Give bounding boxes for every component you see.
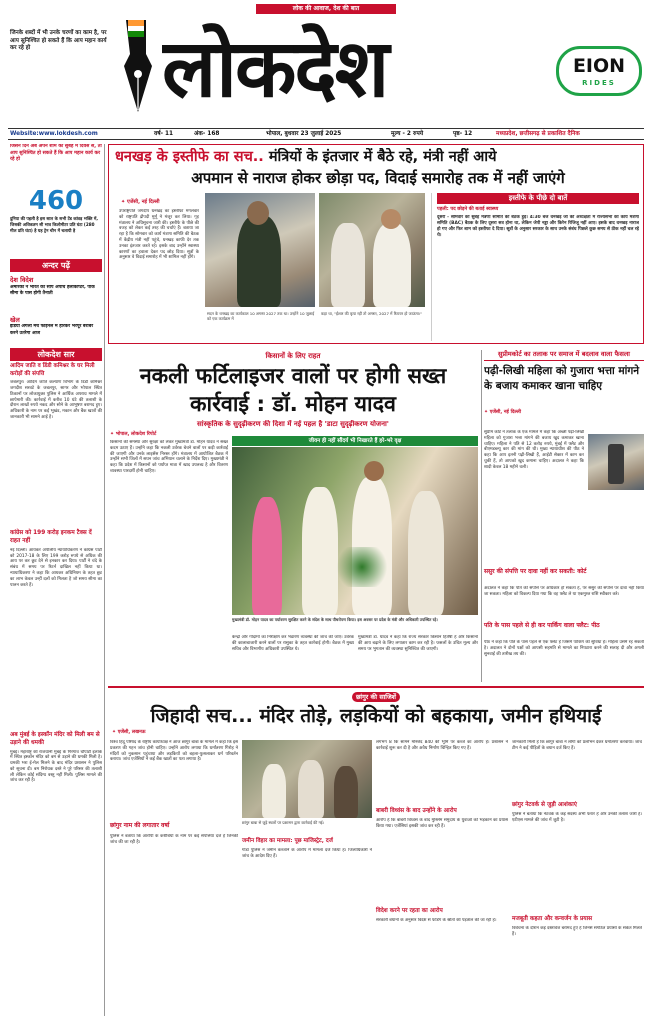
- lead-caption-2: कहा था, "ईश्वर की कृपा रही तो अगस्त, 2027 में रिटायर हो जाऊंगा।": [321, 311, 423, 316]
- right-byline: ✦ एजेंसी, नई दिल्ली: [484, 410, 522, 416]
- lead-kicker: धनखड़ के इस्तीफे का सच..: [115, 149, 264, 165]
- masthead-title: लोकदेश: [162, 21, 388, 115]
- khel-heading: खेल: [10, 315, 20, 324]
- right-divider: [481, 350, 482, 682]
- eion-sub: RIDES: [582, 79, 616, 87]
- masthead: [0, 0, 650, 128]
- bottom-photo: [242, 740, 372, 818]
- mid-dateline: ✦ भोपाल, लोकदेश रिपोर्ट: [110, 432, 157, 437]
- dateline-label: भोपाल, बुधवार 23 जुलाई 2025: [266, 131, 342, 137]
- tagline-banner: लोक की आवाज, देश की बात: [256, 4, 396, 14]
- pen-logo-icon: [118, 14, 158, 114]
- iskcon-text: मुंबई। महाराष्ट्र की राजधानी मुंबई के गिरगांव चौपाटी इलाके में स्थित इस्कॉन मंदिर को बम से उड़ाने की धमकी मिली है। धमकी भरा ई-मेल मिलने के बाद मंदिर प्रशासन ने पुलिस को सूचना दी। बम निरोधक दस्ते ने पूरे परिसर की तलाशी ली लेकिन कोई संदिग्ध वस्तु नहीं मिली। पुलिस मामले की जांच कर रही है।: [10, 749, 102, 784]
- brief-quote: जिसने दिन अब अपने शाम को सुबह में दिवस से, तो आप सुनिश्चित हो सकते हैं कि आप महान कार्य कर रहे हो: [10, 144, 102, 163]
- lead-line1: मंत्रियों के इंतजार में बैठे रहे, मंत्री नहीं आये: [268, 149, 497, 165]
- pages-label: पृष्ठ- 12: [453, 131, 473, 137]
- lead-byline: ✦ एजेंसी, नई दिल्ली: [121, 199, 160, 205]
- sidebar-heading: इस्तीफे के पीछे दो बातें: [437, 193, 639, 204]
- eion-ad[interactable]: [556, 46, 642, 96]
- bottom-kicker: [326, 692, 426, 702]
- bottom-col1-body: पुलिस ने बताया कि आरोपी के करीबियों के नाम पर कई संपत्तियां दर्ज हैं जिनकी जांच की जा रही है।: [110, 834, 238, 845]
- lead-sidebar: [431, 193, 639, 341]
- bottom-byline: ✦ एजेंसी, लखनऊ: [112, 730, 146, 735]
- bottom-col3: लगभग 8 कि सामने मस्जिद 840 की भूमि पर कब्जे का आरोप है। प्रशासन ने कार्रवाई शुरू कर दी है और अवैध निर्माण चिन्हित किए गए हैं।: [376, 740, 508, 751]
- lead-story: [108, 144, 644, 344]
- bottom-col4-body2: विवेचना के दौरान कई दस्तावेज बरामद हुए हैं जिनसे संगठित प्रयासों के संकेत मिलते हैं।: [512, 926, 642, 937]
- right-story: [484, 350, 644, 682]
- mid-body-3: केन्द्रों और गोदामों का निरीक्षण कर भंडारण व्यवस्था की जांच की जाए। उर्वरक की कालाबाजारी करने वालों पर रासुका के तहत कार्रवाई होगी। बैठक में मुख्य सचिव और विभागीय अधिकारी उपस्थित थे।: [232, 635, 354, 652]
- left-divider: [104, 144, 105, 1016]
- eion-brand: EION: [572, 55, 626, 77]
- mid-photo: [232, 447, 478, 615]
- bottom-col1: विश्व हिंदू परिषद के राष्ट्रीय कार्याध्यक्ष ने आज छांगुर बाबा के मामले में कहा कि इस प्रकरण की गहन जांच होनी चाहिए। उन्होंने आरोप लगाया कि धर्मांतरण गिरोह ने मंदिरों को नुकसान पहुंचाया और लड़कियों को बहला-फुसलाकर धर्म परिवर्तन कराया। जांच एजेंसियों ने कई बैंक खातों का पता लगाया है।: [110, 740, 238, 763]
- masthead-quote: जिनके शब्दों में भी उनके चरणों का काम है, पर आप सुनिश्चित हो सकते हैं कि आप महान कार्य कर रहे हो: [10, 30, 107, 52]
- big-number: 460: [28, 186, 84, 216]
- right-body: सुप्रीम कोर्ट ने तलाक के एक मामले में कहा कि अच्छी पढ़ी-लिखी महिला को गुजारा भत्ता मांगने की बजाय खुद कमाकर खाना चाहिए। महिला ने पति से 12 करोड़ रुपये, मुंबई में फ्लैट और बीएमडब्ल्यू कार की मांग की थी। मुख्य न्यायाधीश की पीठ ने कहा कि आप इतनी पढ़ी-लिखी हैं, आईटी सेक्टर में काम कर चुकी हैं, तो आपको खुद कमाना चाहिए। अदालत ने कहा कि शादी केवल 18 महीने चली।: [484, 430, 584, 470]
- mid-body-1: किसानों की समस्या और सुरक्षा को लेकर मुख्यमंत्री डॉ. मोहन यादव ने सख्त कदम उठाए हैं। उन्होंने कहा कि नकली उर्वरक बेचने वालों पर कड़ी कार्रवाई की जाएगी और उनके लाइसेंस निरस्त होंगे। मंत्रालय में आयोजित बैठक में उन्होंने सभी जिलों में सघन जांच अभियान चलाने के निर्देश दिए। मुख्यमंत्री ने कहा कि प्रदेश में किसानों को पर्याप्त मात्रा में खाद उपलब्ध है और वितरण व्यवस्था पारदर्शी होनी चाहिए।: [110, 440, 228, 474]
- iskcon-headline: अब मुंबई के इस्कॉन मंदिर को मिली बम से उड़ाने की धमकी: [10, 731, 100, 746]
- right-top: सुप्रीमकोर्ट का तलाक पर समाज में बदलाव वाला फैसला: [484, 350, 644, 361]
- lokdesh-saar: लोकदेश सार: [10, 348, 102, 361]
- mid-story: [108, 350, 478, 682]
- bottom-col3-body2: सरकारी बयानों के अनुसार विदेश से फंडिंग के स्रोतों की पड़ताल की जा रही है।: [376, 918, 497, 923]
- year-label: वर्ष- 11: [154, 131, 174, 137]
- bottom-photo-caption: छांगुर बाबा से जुड़े स्थलों पर प्रशासन द्वारा कार्रवाई की गई।: [242, 820, 325, 825]
- right-sub2: ससुर की संपत्ति पर दावा नहीं कर सकती: कोर्ट: [484, 568, 587, 575]
- saar-headline: आदिम जाति व डिंडी कमिश्नर के घर मिली करोड़ों की संपत्ति: [10, 363, 95, 377]
- price-label: मूल्य - 2 रुपये: [391, 131, 424, 137]
- congress-text: नई दिल्ली। आयकर अपीलीय न्यायाधिकरण ने कांग्रेस पार्टी को 2017-18 के लिए 199 करोड़ रुपये से अधिक की आय पर कर छूट देने से इनकार कर दिया। पार्टी ने चंदे के संबंध में समय पर रिटर्न दाखिल नहीं किया था। न्यायाधिकरण ने कहा कि आयकर अधिनियम के तहत छूट का लाभ केवल उन्हीं दलों को मिलता है जो समय सीमा का पालन करते हैं।: [10, 547, 102, 588]
- lead-line2: अपमान से नाराज होकर छोड़ा पद, विदाई समारोह तक में नहीं जाएंगे: [191, 169, 565, 187]
- bottom-col3-body: आरोप है कि बाबरी विध्वंस के बाद मुस्लिम समुदाय के युवाओं को भड़काने का प्रयास किया गया। एजेंसियां इसकी जांच कर रही हैं।: [376, 818, 508, 829]
- mid-kicker: किसानों के लिए राहत: [265, 352, 321, 360]
- website-link[interactable]: Website:www.lokdesh.com: [10, 131, 98, 137]
- bottom-col1-head: छांगुर नाम की लगातार वर्षा: [110, 822, 170, 829]
- mid-body-4: मुख्यमंत्री डॉ. यादव ने कहा कि राज्य सरकार किसान हितैषी है और किसानों की आय बढ़ाने के लिए लगातार काम कर रही है। फसलों के उचित मूल्य और समय पर भुगतान की व्यवस्था सुनिश्चित की जाएगी।: [358, 635, 478, 652]
- lead-body: उपराष्ट्रपति जगदीप धनखड़ का इस्तीफा मंगलवार को राष्ट्रपति द्रौपदी मुर्मू ने मंजूर कर लिया। गृह मंत्रालय ने अधिसूचना जारी की। इस्तीफे के पीछे की वजह को लेकर कई तरह की चर्चाएं हैं। बताया जा रहा है कि सोमवार को कार्य मंत्रणा समिति की बैठक में केंद्रीय मंत्री नहीं पहुंचे, धनखड़ काफी देर तक उनका इंतजार करते रहे। इसके बाद उन्होंने स्वास्थ्य कारणों का हवाला देकर पद छोड़ दिया। सूत्रों के अनुसार वे विदाई समारोह में भी शामिल नहीं होंगे।: [119, 209, 199, 261]
- desh-videsh-heading: देश विदेश: [10, 276, 34, 284]
- mid-photo-caption: मुख्यमंत्री डॉ. मोहन यादव का पर्यावरण सुरक्षित करने के संदेश के साथ पौधरोपण किया। इस अवसर पर प्रदेश के मंत्री और अधिकारी उपस्थित रहे।: [232, 617, 438, 622]
- sidebar-sub: पहली: पद छोड़ने की बताई स्वास्थ्य: [437, 207, 499, 212]
- info-bar: [8, 128, 644, 140]
- saar-text: जबलपुर। आदिम जाति कल्याण विभाग के डिंडी कमिश्नर जगदीश सरवटे के जबलपुर, सागर और भोपाल स्थित ठिकानों पर लोकायुक्त पुलिस ने आर्थिक अपराध मामले में छापेमारी की। कार्रवाई में करीब 10 घंटे की तलाशी के दौरान लाखों रुपये नकद और सोने के आभूषण बरामद हुए। अधिकारी के नाम पर कई भूखंड, मकान और बैंक खातों की जानकारी भी सामने आई है।: [10, 380, 102, 421]
- lead-headline-1: [115, 148, 641, 167]
- bottom-kicker-tag: छांगुर की साजिशें: [352, 692, 400, 702]
- bottom-col4-head2: मजबूती कहता और कन्वर्जन के प्रयास: [512, 916, 593, 922]
- big-number-text: दुनिया की पहली है इस साल के सभी टेंड कांवड़ भक्ति में, जिसकी अधिकतम सी भाव किलोमीटर प्रति घंटा (280 मील प्रति घंटा) है यह ट्रेन चीन में चलायी है: [10, 216, 98, 233]
- bottom-col2-body: गोंडा पुलिस ने जमीन कब्जाने के आरोप में मामला दर्ज किया है। जिलाधिकारी ने जांच के आदेश दिए हैं।: [242, 848, 372, 859]
- right-body3: पीठ ने कहा कि पति के पास पहले से एक फ्लैट है जिसमें पार्किंग की सुविधा है। महिला उसमें रह सकती है। अदालत ने दोनों पक्षों को आपसी सहमति से मामले का निपटारा करने की सलाह दी और अगली सुनवाई की तारीख तय की।: [484, 640, 644, 657]
- bottom-story: [108, 686, 644, 1016]
- right-body2: अदालत ने कहा कि पति की संपत्ति पर अधिकार हो सकता है, पर ससुर की संपत्ति पर दावा नहीं किया जा सकता। महिला को विकल्प दिया गया कि वह फ्लैट ले या एकमुश्त राशि स्वीकार करे।: [484, 586, 644, 597]
- bottom-col4-head: छांगुर नेटवर्क से जुड़ी आशंकाएं: [512, 802, 577, 808]
- congress-headline: कांग्रेस को 199 करोड़ इनकम टैक्स दें राहत नहीं: [10, 530, 92, 545]
- khel-text: इंडिया अगला मैच फाइनल में हारकर भरपूर बराबर करने उतरेगा आज: [10, 324, 94, 336]
- mid-photo-label: जीवन ही नहीं सौंदर्य भी निखारते हैं हरे-भरे वृक्ष: [232, 436, 478, 446]
- bottom-col3-head2: विदेश करने पर रहता का आरोप: [376, 908, 443, 914]
- issue-label: अंक- 168: [194, 131, 220, 137]
- desh-videsh-text: अमेरिका ने भारत को सौंपे अपाचे हेलीकॉप्टर, पाक सीमा के पास होगी तैनाती: [10, 284, 95, 297]
- bottom-headline: जिहादी सच... मंदिर तोड़े, लड़कियों को बहकाया, जमीन हथियाई: [150, 705, 602, 727]
- lead-caption-1: सदन के धनखड़ का कार्यकाल 10 अगस्त 2027 तक था। उन्होंने 10 जुलाई को एक कार्यक्रम में: [207, 311, 315, 322]
- mid-sub: सांस्कृतिक के सुदृढ़ीकरण की दिशा में नई पहल है 'डाटा सुदृढ़ीकरण योजना': [197, 420, 389, 428]
- lead-photo-2: [319, 193, 425, 307]
- sidebar-body: दूसरी - सोमवार को सुबह मंत्रणा समिति की बैठक हुई। 4:30 बजे धनखड़ जी की अध्यक्षता में राज्यसभा की कार्य मंत्रणा समिति (BAC) बैठक के लिए दूसरा सत्र होना था, लेकिन जेपी नड्डा और किरेन रिजिजू नहीं आए। इसके बाद धनखड़ नाराज हो गए और फिर शाम को इस्तीफा दे दिया। सूत्रों के अनुसार सरकार के साथ उनके संबंध पिछले कुछ समय से ठीक नहीं चल रहे थे।: [437, 215, 639, 239]
- bottom-col4-body: पुलिस ने बताया कि नेटवर्क के कई सदस्य अभी फरार हैं और उनकी तलाश जारी है। एटीएस मामले की जांच में जुटी है।: [512, 812, 642, 823]
- mid-headline: नकली फर्टिलाइजर वालों पर होगी सख्त कार्रवाई : डॉ. मोहन यादव: [139, 364, 447, 417]
- bottom-col4: जानकारी मिली है कि छांगुर बाबा ने लोगों को प्रलोभन देकर धर्मांतरण करवाया। जांच टीम ने कई पीड़ितों के बयान दर्ज किए हैं।: [512, 740, 642, 751]
- edition-label: मध्यप्रदेश, छत्तीसगढ़ से प्रकाशित दैनिक: [496, 131, 580, 137]
- bottom-col3-head: बाबरी विध्वंस के बाद उन्होंने के आरोप: [376, 808, 457, 814]
- bottom-col2-head: जमीन विहार का मामला: पूछ माजिस्ट्रेट, दर्ज: [242, 838, 333, 844]
- right-headline: पढ़ी-लिखी महिला को गुजारा भत्ता मांगने के बजाय कमाकर खाना चाहिए: [484, 365, 640, 392]
- right-sub3: पति के पास पहले से ही कर पार्किंग वाला फ्लैट: पीठ: [484, 622, 600, 629]
- left-column: [10, 144, 102, 1016]
- lead-photo-1: [205, 193, 315, 307]
- right-photo: [588, 434, 644, 490]
- andar-padhen: अन्दर पढ़ें: [10, 259, 102, 272]
